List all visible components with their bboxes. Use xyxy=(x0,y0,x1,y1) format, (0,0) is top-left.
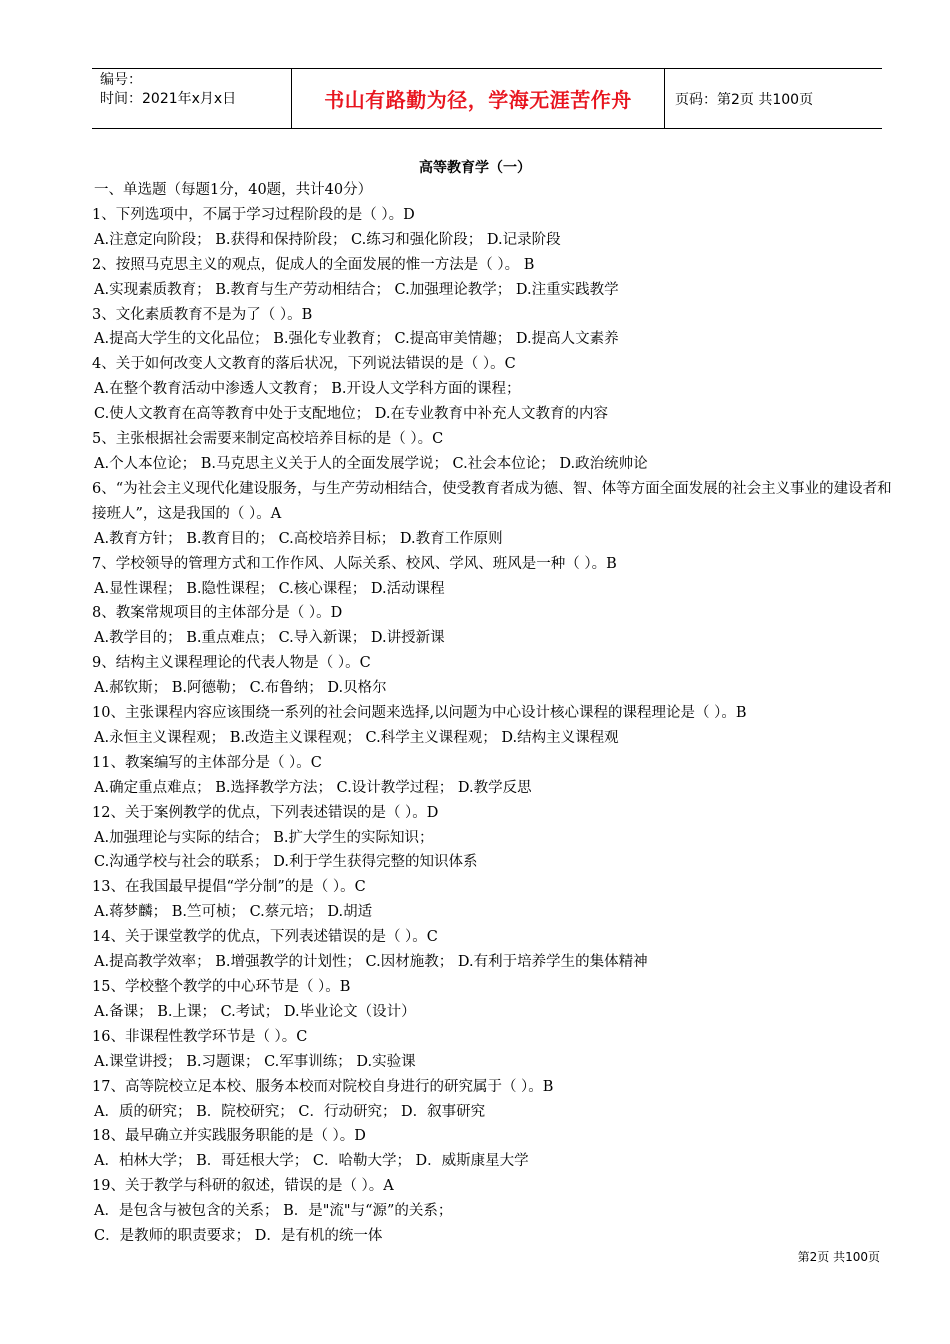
question-stem: 6、“为社会主义现代化建设服务，与生产劳动相结合，使受教育者成为德、智、体等方面全面发展的社会主义事业的建设者和接班人”，这是我国的（ ）。A xyxy=(92,480,892,522)
answer-options: A.显性课程； B.隐性课程； C.核心课程； D.活动课程 xyxy=(94,580,445,597)
question-stem: 16、非课程性教学环节是（ ）。C xyxy=(92,1028,308,1045)
answer-options: A.蒋梦麟； B.竺可桢； C.蔡元培； D.胡适 xyxy=(94,904,373,921)
answer-options: A．是包含与被包含的关系； B．是"流"与“源”的关系； xyxy=(94,1203,453,1220)
answer-options: A.课堂讲授； B.习题课； C.军事训练； D.实验课 xyxy=(94,1053,416,1070)
question-stem: 1、下列选项中，不属于学习过程阶段的是（ ）。D xyxy=(92,206,415,223)
answer-options: A．质的研究； B．院校研究； C．行动研究； D．叙事研究 xyxy=(94,1103,486,1120)
answer-options: C.使人文教育在高等教育中处于支配地位； D.在专业教育中补充人文教育的内容 xyxy=(94,406,609,423)
question-stem: 12、关于案例教学的优点，下列表述错误的是（ ）。D xyxy=(92,804,439,821)
header-meta xyxy=(92,69,292,128)
answer-options: A.郝钦斯； B.阿德勒； C.布鲁纳； D.贝格尔 xyxy=(94,680,387,697)
answer-options: A.在整个教育活动中渗透人文教育； B.开设人文学科方面的课程； xyxy=(94,381,521,398)
question-stem: 11、教案编写的主体部分是（ ）。C xyxy=(92,754,322,771)
document-title: 高等教育学（一） xyxy=(419,160,531,176)
question-stem: 10、主张课程内容应该围绕一系列的社会问题来选择,以问题为中心设计核心课程的课程理论是（ ）。B xyxy=(92,705,747,722)
answer-options: A.注意定向阶段； B.获得和保持阶段； C.练习和强化阶段； D.记录阶段 xyxy=(94,231,561,248)
question-stem: 18、最早确立并实践服务职能的是（ ）。D xyxy=(92,1128,366,1145)
answer-options: C．是教师的职责要求； D．是有机的统一体 xyxy=(94,1228,383,1245)
answer-options: A.永恒主义课程观； B.改造主义课程观； C.科学主义课程观； D.结构主义课程观 xyxy=(94,729,619,746)
answer-options: A.个人本位论； B.马克思主义关于人的全面发展学说； C.社会本位论； D.政治统帅论 xyxy=(94,455,648,472)
answer-options: A.提高大学生的文化品位； B.强化专业教育； C.提高审美情趣； D.提高人文素养 xyxy=(94,331,619,348)
question-stem: 9、结构主义课程理论的代表人物是（ ）。C xyxy=(92,655,371,672)
question-stem: 17、高等院校立足本校、服务本校而对院校自身进行的研究属于（ ）。B xyxy=(92,1078,554,1095)
answer-options: C.沟通学校与社会的联系； D.利于学生获得完整的知识体系 xyxy=(94,854,478,871)
answer-options: A.加强理论与实际的结合； B.扩大学生的实际知识； xyxy=(94,829,434,846)
question-stem: 15、学校整个教学的中心环节是（ ）。B xyxy=(92,979,351,995)
answer-options: A．柏林大学； B．哥廷根大学； C．哈勒大学； D．威斯康星大学 xyxy=(94,1153,529,1170)
section-heading: 一、单选题（每题1分，40题，共计40分） xyxy=(94,182,373,198)
question-list xyxy=(92,203,892,1249)
page-footer: 第2页 共100页 xyxy=(797,1250,880,1264)
question-stem: 8、教案常规项目的主体部分是（ ）。D xyxy=(92,605,343,622)
question-stem: 5、主张根据社会需要来制定高校培养目标的是（ ）。C xyxy=(92,431,444,448)
question-stem: 19、关于教学与科研的叙述，错误的是（ ）。A xyxy=(92,1178,394,1195)
number-label: 编号： xyxy=(100,72,142,88)
answer-options: A.教育方针； B.教育目的； C.高校培养目标； D.教育工作原则 xyxy=(94,530,503,547)
question-stem: 7、学校领导的管理方式和工作作风、人际关系、校风、学风、班风是一种（ ）。B xyxy=(92,555,617,572)
question-stem: 13、在我国最早提倡“学分制”的是（ ）。C xyxy=(92,879,366,896)
question-stem: 14、关于课堂教学的优点，下列表述错误的是（ ）。C xyxy=(92,929,438,946)
header-page-info: 页码：第2页 共100页 xyxy=(675,91,814,108)
answer-options: A.备课； B.上课； C.考试； D.毕业论文（设计） xyxy=(94,1003,416,1020)
question-stem: 2、按照马克思主义的观点，促成人的全面发展的惟一方法是（ ）。 B xyxy=(92,256,535,273)
question-stem: 3、文化素质教育不是为了（ ）。B xyxy=(92,306,313,323)
answer-options: A.实现素质教育； B.教育与生产劳动相结合； C.加强理论教学； D.注重实践教学 xyxy=(94,281,619,298)
answer-options: A.教学目的； B.重点难点； C.导入新课； D.讲授新课 xyxy=(94,630,445,647)
answer-options: A.确定重点难点； B.选择教学方法； C.设计教学过程； D.教学反思 xyxy=(94,779,532,796)
page-header xyxy=(92,68,882,129)
question-stem: 4、关于如何改变人文教育的落后状况，下列说法错误的是（ ）。C xyxy=(92,356,516,373)
header-motto: 书山有路勤为径，学海无涯苦作舟 xyxy=(292,69,665,128)
answer-options: A.提高教学效率； B.增强教学的计划性； C.因材施教； D.有利于培养学生的集体精神 xyxy=(94,954,648,971)
time-label: 时间：2021年x月x日 xyxy=(100,91,237,107)
document-body xyxy=(92,178,892,1249)
